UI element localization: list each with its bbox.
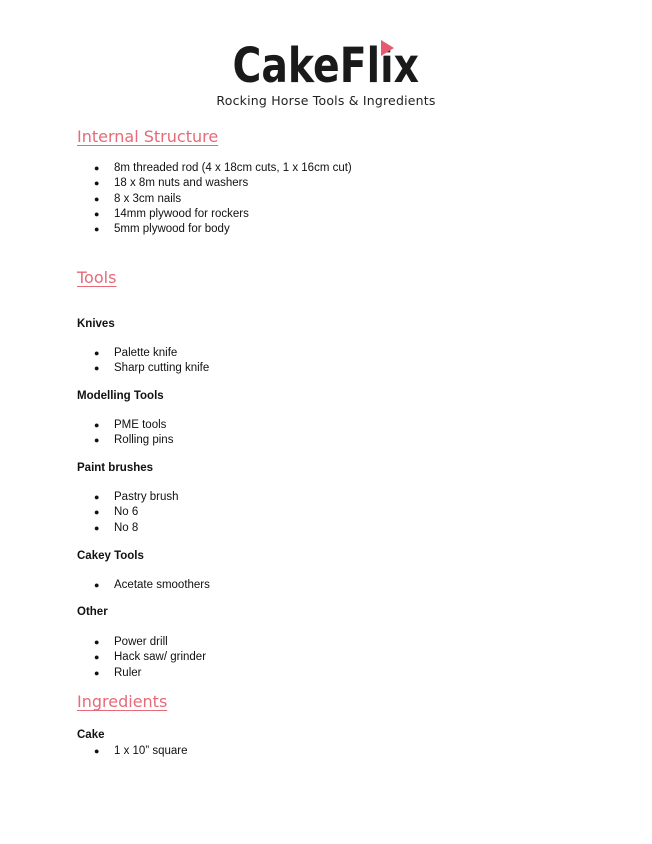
- list-item: ● Acetate smoothers: [94, 578, 210, 593]
- list-item: ● Power drill: [94, 635, 206, 650]
- knives-list: [94, 346, 209, 377]
- list-item: ● 1 x 10” square: [94, 744, 188, 759]
- subheading-cakey-tools: Cakey Tools: [77, 550, 144, 562]
- section-title-internal-structure: Internal Structure: [77, 127, 219, 146]
- list-item: ● No 6: [94, 505, 179, 520]
- list-item: ● 5mm plywood for body: [94, 222, 352, 237]
- subheading-paint-brushes: Paint brushes: [77, 462, 154, 474]
- list-item: ● 18 x 8m nuts and washers: [94, 176, 352, 191]
- internal-structure-list: [94, 161, 352, 237]
- logo: [0, 40, 652, 92]
- cake-list: [94, 744, 188, 759]
- list-item: ● No 8: [94, 521, 179, 536]
- modelling-tools-list: [94, 418, 173, 449]
- subheading-cake: Cake: [77, 729, 105, 741]
- section-title-ingredients: Ingredients: [77, 692, 168, 711]
- list-item: ● Palette knife: [94, 346, 209, 361]
- list-item: ● PME tools: [94, 418, 173, 433]
- list-item: ● 14mm plywood for rockers: [94, 207, 352, 222]
- logo-text: CakeFlix: [232, 38, 420, 94]
- list-item: ● 8m threaded rod (4 x 18cm cuts, 1 x 16cm cut): [94, 161, 352, 176]
- subheading-modelling-tools: Modelling Tools: [77, 390, 164, 402]
- list-item: ● 8 x 3cm nails: [94, 192, 352, 207]
- document-subtitle: Rocking Horse Tools & Ingredients: [216, 93, 436, 108]
- other-tools-list: [94, 635, 206, 681]
- subheading-other: Other: [77, 606, 108, 618]
- list-item: ● Ruler: [94, 666, 206, 681]
- section-title-tools: Tools: [77, 268, 117, 287]
- subheading-knives: Knives: [77, 318, 115, 330]
- cakey-tools-list: [94, 578, 210, 593]
- logo-play-icon: [381, 40, 394, 56]
- list-item: ● Hack saw/ grinder: [94, 650, 206, 665]
- list-item: ● Pastry brush: [94, 490, 179, 505]
- list-item: ● Sharp cutting knife: [94, 361, 209, 376]
- paint-brushes-list: [94, 490, 179, 536]
- list-item: ● Rolling pins: [94, 433, 173, 448]
